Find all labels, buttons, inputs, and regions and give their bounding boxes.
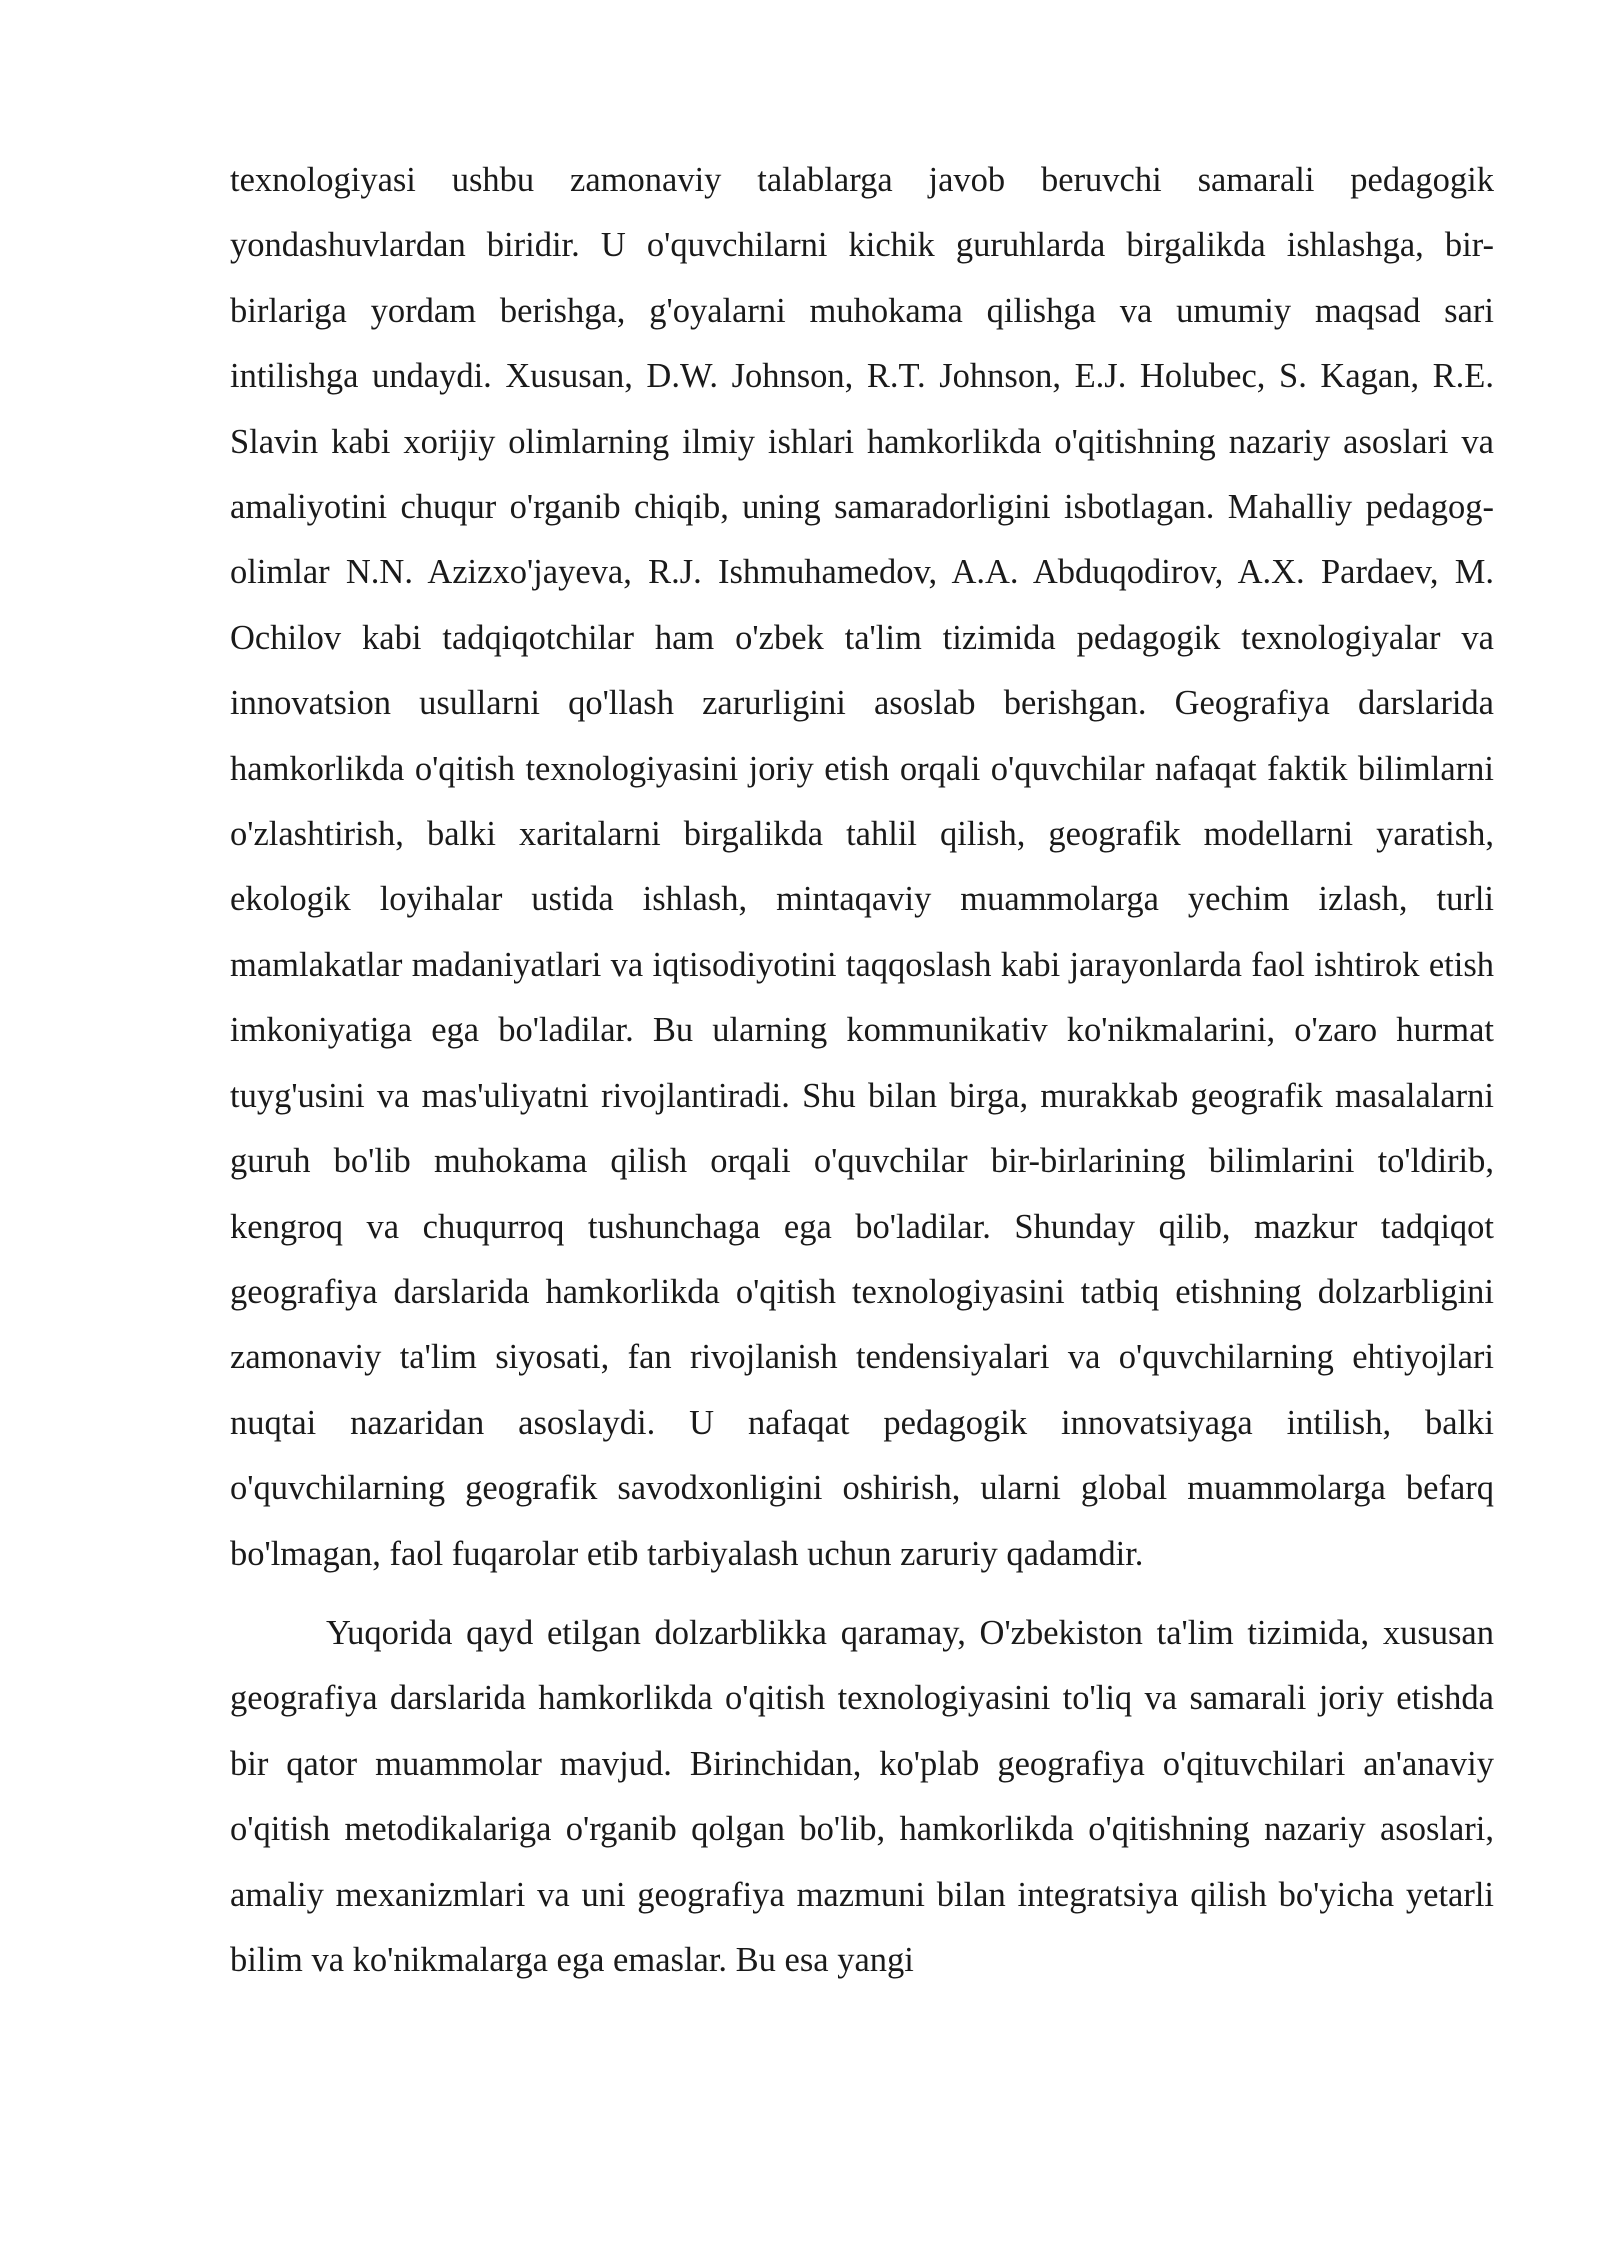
paragraph-1: texnologiyasi ushbu zamonaviy talablarga javob beruvchi samarali pedagogik yondashuvlardan biridir. U o'quvchilarni kichik guruhlarda birgalikda ishlashga, bir-birlariga yordam berishga, g'oyalarni muhokama qilishga va umumiy maqsad sari intilishga undaydi. Xususan, D.W. Johnson, R.T. Johnson, E.J. Holubec, S. Kagan, R.E. Slavin kabi xorijiy olimlarning ilmiy ishlari hamkorlikda o'qitishning nazariy asoslari va amaliyotini chuqur o'rganib chiqib, uning samaradorligini isbotlagan. Mahalliy pedagog-olimlar N.N. Azizxo'jayeva, R.J. Ishmuhamedov, A.A. Abduqodirov, A.X. Pardaev, M. Ochilov kabi tadqiqotchilar ham o'zbek ta'lim tizimida pedagogik texnologiyalar va innovatsion usullarni qo'llash zarurligini asoslab berishgan. Geografiya darslarida hamkorlikda o'qitish texnologiyasini joriy etish orqali o'quvchilar nafaqat faktik bilimlarni o'zlashtirish, balki xaritalarni birgalikda tahlil qilish, geografik modellarni yaratish, ekologik loyihalar ustida ishlash, mintaqaviy muammolarga yechim izlash, turli mamlakatlar madaniyatlari va iqtisodiyotini taqqoslash kabi jarayonlarda faol ishtirok etish imkoniyatiga ega bo'ladilar. Bu ularning kommunikativ ko'nikmalarini, o'zaro hurmat tuyg'usini va mas'uliyatni rivojlantiradi. Shu bilan birga, murakkab geografik masalalarni guruh bo'lib muhokama qilish orqali o'quvchilar bir-birlarining bilimlarini to'ldirib, kengroq va chuqurroq tushunchaga ega bo'ladilar. Shunday qilib, mazkur tadqiqot geografiya darslarida hamkorlikda o'qitish texnologiyasini tatbiq etishning dolzarbligini zamonaviy ta'lim siyosati, fan rivojlanish tendensiyalari va o'quvchilarning ehtiyojlari nuqtai nazaridan asoslaydi. U nafaqat pedagogik innovatsiyaga intilish, balki o'quvchilarning geografik savodxonligini oshirish, ularni global muammolarga befarq bo'lmagan, faol fuqarolar etib tarbiyalash uchun zaruriy qadamdir.	[230, 161, 1494, 1573]
document-page	[230, 148, 1494, 1993]
paragraph-2: Yuqorida qayd etilgan dolzarblikka qaramay, O'zbekiston ta'lim tizimida, xususan geografiya darslarida hamkorlikda o'qitish texnologiyasini to'liq va samarali joriy etishda bir qator muammolar mavjud. Birinchidan, ko'plab geografiya o'qituvchilari an'anaviy o'qitish metodikalariga o'rganib qolgan bo'lib, hamkorlikda o'qitishning nazariy asoslari, amaliy mexanizmlari va uni geografiya mazmuni bilan integratsiya qilish bo'yicha yetarli bilim va ko'nikmalarga ega emaslar. Bu esa yangi	[230, 1613, 1494, 1979]
